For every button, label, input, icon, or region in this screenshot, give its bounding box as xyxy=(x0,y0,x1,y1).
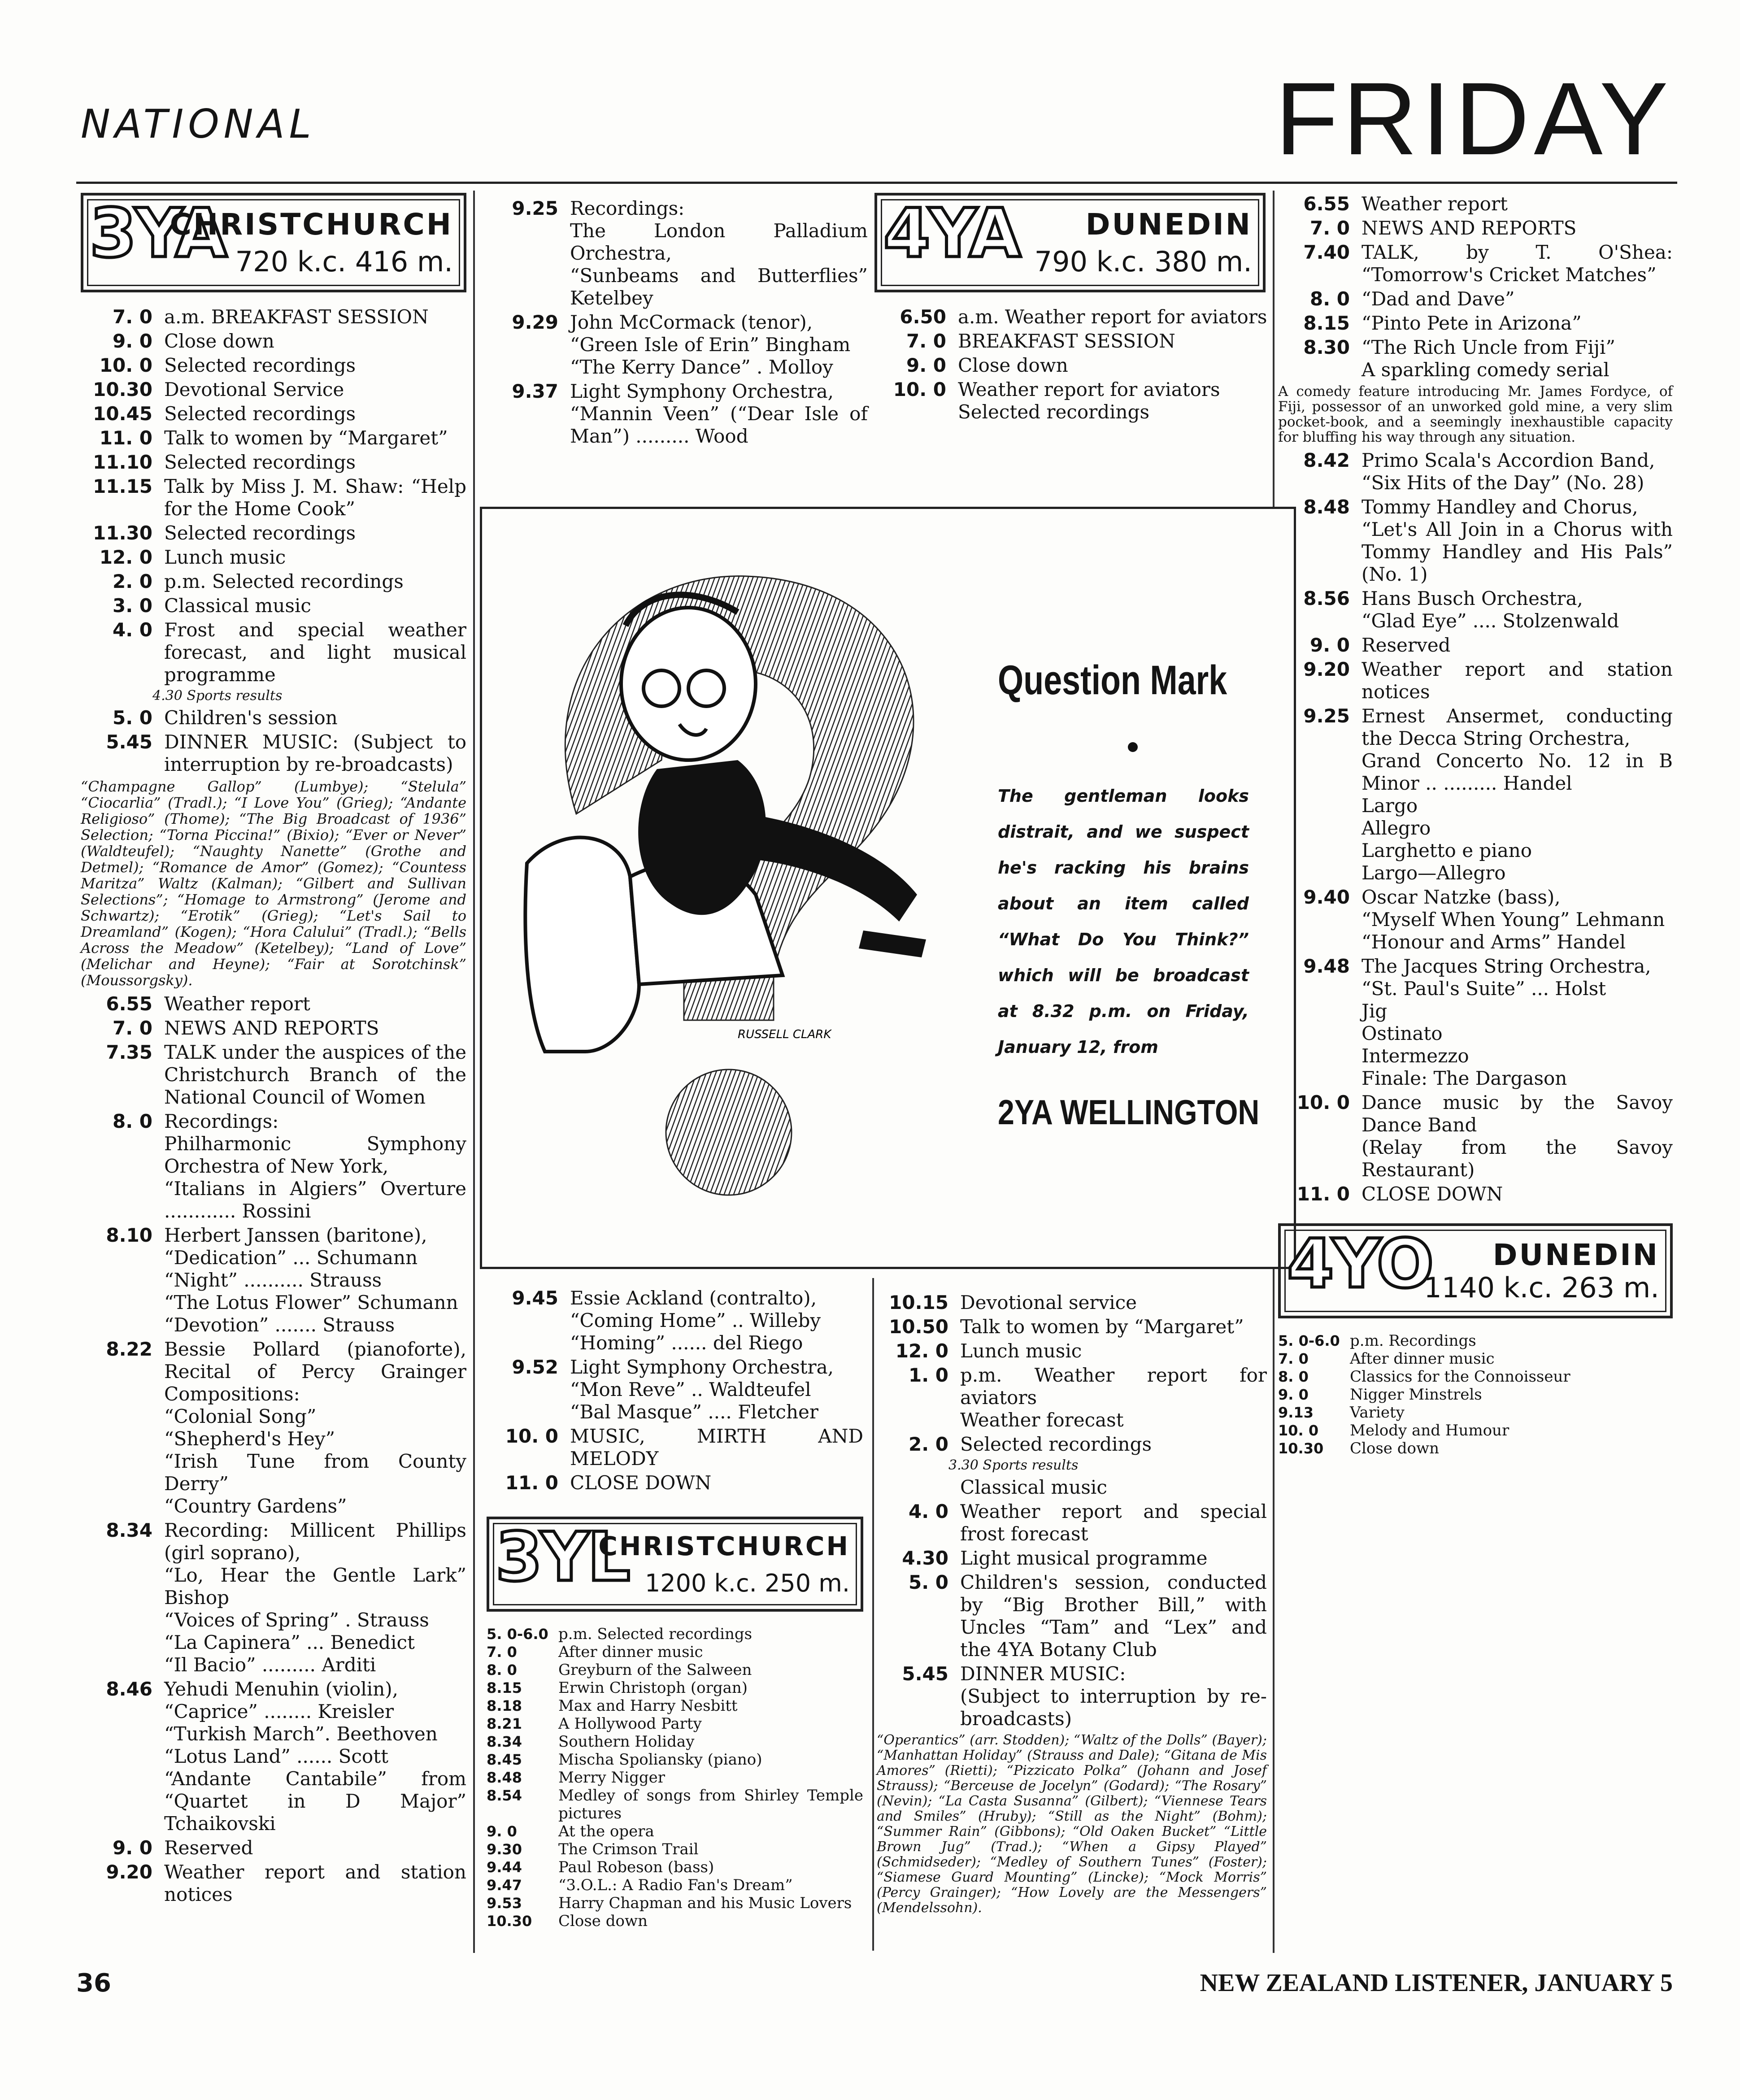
programme-time: 8.15 xyxy=(487,1679,522,1696)
programme-entry xyxy=(81,619,466,686)
programme-description: John McCormack (tenor), “Green Isle of Erin” Bingham “The Kerry Dance” . Molloy xyxy=(570,311,851,378)
programme-entry xyxy=(487,1840,863,1858)
programme-time: 5.45 xyxy=(902,1663,948,1685)
programme-time: 10.50 xyxy=(889,1316,948,1338)
programme-description: Selected recordings xyxy=(164,403,356,425)
programme-description: Greyburn of the Salween xyxy=(558,1661,752,1679)
programme-description: Children's session, conducted by “Big Brother Bill,” with Uncles “Tam” and “Lex” and the 4YA Botany Club xyxy=(960,1571,1267,1661)
programme-time: 9.37 xyxy=(512,380,558,402)
programme-entry xyxy=(487,1661,863,1679)
programme-time: 11. 0 xyxy=(505,1472,558,1494)
programme-description: Light Symphony Orchestra, “Mon Reve” .. Waldteufel “Bal Masque” .... Fletcher xyxy=(570,1356,834,1423)
programme-entry xyxy=(1278,634,1673,657)
programme-entry xyxy=(487,1912,863,1930)
programme-description: Mischa Spoliansky (piano) xyxy=(558,1751,762,1769)
programme-time: 9.44 xyxy=(487,1859,522,1876)
programme-description: Selected recordings xyxy=(164,354,356,376)
programme-time: 9. 0 xyxy=(112,330,152,352)
programme-time: 11. 0 xyxy=(1296,1183,1350,1205)
programme-entry xyxy=(487,1625,863,1643)
programme-entry xyxy=(1278,193,1673,215)
programme-entry xyxy=(81,306,466,328)
programme-description: Recording: Millicent Phillips (girl soprano), “Lo, Hear the Gentle Lark” Bishop “Voices of Spring” . Strauss “La Capinera” ... Benedict “Il Bacio” ......... Arditi xyxy=(164,1519,466,1676)
programme-time: 7. 0 xyxy=(1309,217,1350,239)
programme-description: Harry Chapman and his Music Lovers xyxy=(558,1894,852,1912)
station-city: DUNEDIN xyxy=(1085,207,1252,242)
programme-entry xyxy=(81,546,466,569)
programme-entry xyxy=(487,1876,863,1894)
programme-description: Bessie Pollard (pianoforte), Recital of Percy Grainger Compositions: “Colonial Song” “Shepherd's Hey” “Irish Tune from County Derry” “Country Gardens” xyxy=(164,1338,466,1517)
programme-time: 5. 0 xyxy=(908,1571,948,1593)
programme-description: A Hollywood Party xyxy=(558,1715,702,1733)
programme-entry xyxy=(487,380,868,448)
programme-description: p.m. Selected recordings xyxy=(558,1625,753,1643)
programme-description: TALK, by T. O'Shea: “Tomorrow's Cricket Matches” xyxy=(1362,241,1673,286)
station-city: DUNEDIN xyxy=(1492,1238,1659,1272)
programme-entry xyxy=(874,330,1274,352)
programme-description: Light musical programme xyxy=(960,1547,1208,1569)
programme-description: p.m. Recordings xyxy=(1350,1332,1476,1350)
programme-description: p.m. Weather report for aviators Weather forecast xyxy=(960,1364,1267,1431)
station-4ya-evening xyxy=(1278,193,1673,1457)
programme-description: Recordings: The London Palladium Orchestra, “Sunbeams and Butterflies” Ketelbey xyxy=(570,197,868,309)
programme-entry xyxy=(877,1433,1267,1456)
column-2-bottom xyxy=(487,1287,863,1930)
station-header-4ya xyxy=(874,193,1266,292)
programme-description: Nigger Minstrels xyxy=(1350,1386,1482,1404)
programme-entry xyxy=(81,993,466,1015)
programme-time: 9.20 xyxy=(1303,658,1350,680)
station-3ya xyxy=(81,193,466,1908)
programme-time: 8.54 xyxy=(487,1787,522,1804)
column-divider xyxy=(473,191,475,1953)
programme-entry xyxy=(81,378,466,401)
programme-entry xyxy=(81,1017,466,1039)
programme-entry xyxy=(1278,1439,1673,1457)
programme-time: 9.40 xyxy=(1303,886,1350,908)
programme-entry xyxy=(81,1837,466,1859)
programme-time: 8.18 xyxy=(487,1697,522,1714)
station-header-3yl xyxy=(487,1517,863,1612)
programme-entry xyxy=(1278,1091,1673,1181)
programme-entry xyxy=(81,475,466,520)
network-label: NATIONAL xyxy=(81,101,316,147)
programme-time: 9. 0 xyxy=(112,1837,152,1859)
programme-description: Classics for the Connoisseur xyxy=(1350,1368,1570,1386)
programme-entry xyxy=(877,1571,1267,1661)
programme-entry xyxy=(487,1697,863,1715)
programme-time: 8.48 xyxy=(1303,496,1350,518)
programme-time: 8. 0 xyxy=(487,1661,517,1678)
programme-entry xyxy=(877,1547,1267,1570)
dinner-music-list: “Champagne Gallop” (Lumbye); “Stelula” “Ciocarlia” (Tradl.); “I Love You” (Grieg); “Andante Religioso” (Thome); “The Big Broadcast of 1936” Selection; “Torna Piccina!” (Bixio); “Ever or Never” (Waldteufel); “Naughty Nanette” (Grothe and Detmel); “Romance de Amor” (Gomez); “Countess Maritza” Waltz (Kalman); “Gilbert and Sullivan Selections”; “Homage to Armstrong” (Jerome and Schwartz); “Erotik” (Grieg); “Let's Sail to Dreamland” (Kogen); “Hora Calului” (Tradl.); “Bells Across the Meadow” (Ketelbey); “Land of Love” (Melichar and Heyne); “Fair at Sorotchinsk” (Moussorgsky). xyxy=(81,778,466,989)
feature-text: The gentleman looks distrait, and we suspect he's racking his brains about an item called “What Do You Think?” which will be broadcast at 8.32 p.m. on Friday, January 12, from xyxy=(998,786,1249,1057)
artist-signature: RUSSELL CLARK xyxy=(738,1028,831,1041)
programme-time: 4.30 xyxy=(902,1547,948,1569)
programme-entry xyxy=(877,1476,1267,1499)
programme-description: Hans Busch Orchestra, “Glad Eye” .... Stolzenwald xyxy=(1362,587,1619,632)
programme-description: Light Symphony Orchestra, “Mannin Veen” (“Dear Isle of Man”) ......... Wood xyxy=(570,380,868,447)
programme-description: Ernest Ansermet, conducting the Decca String Orchestra, Grand Concerto No. 12 in B Minor .. ......... Handel Largo Allegro Larghetto e piano Largo—Allegro xyxy=(1362,705,1673,884)
programme-description: Talk to women by “Margaret” xyxy=(960,1316,1244,1338)
programme-time: 7. 0 xyxy=(1278,1350,1309,1367)
programme-description: Oscar Natzke (bass), “Myself When Young” Lehmann “Honour and Arms” Handel xyxy=(1362,886,1665,953)
programme-description: Weather report and special frost forecast xyxy=(960,1500,1267,1545)
programme-description: “The Rich Uncle from Fiji” A sparkling comedy serial xyxy=(1362,336,1615,381)
programme-entry xyxy=(1278,1404,1673,1422)
station-header-4yo xyxy=(1278,1223,1673,1318)
programme-description: Classical music xyxy=(164,595,311,617)
programme-description: Erwin Christoph (organ) xyxy=(558,1679,748,1697)
question-mark-feature xyxy=(480,507,1296,1269)
programme-time: 12. 0 xyxy=(895,1340,948,1362)
programme-time: 10. 0 xyxy=(1296,1091,1350,1113)
column-2-top xyxy=(487,197,868,449)
feature-station: 2YA WELLINGTON xyxy=(998,1092,1260,1132)
programme-time: 5.45 xyxy=(106,731,152,753)
programme-time: 8. 0 xyxy=(1309,288,1350,310)
programme-time: 2. 0 xyxy=(112,570,152,592)
programme-entry xyxy=(1278,1422,1673,1439)
programme-entry xyxy=(874,306,1274,328)
programme-entry xyxy=(1278,449,1673,494)
programme-entry xyxy=(487,1425,863,1470)
station-4ya xyxy=(874,193,1274,425)
programme-entry xyxy=(1278,496,1673,586)
programme-description: Weather report xyxy=(1362,193,1508,215)
programme-entry xyxy=(487,1858,863,1876)
programme-time: 9. 0 xyxy=(906,354,946,376)
programme-time: 10.45 xyxy=(93,403,152,425)
programme-description: After dinner music xyxy=(558,1643,703,1661)
programme-description: BREAKFAST SESSION xyxy=(958,330,1175,352)
sports-note: 4.30 Sports results xyxy=(152,688,283,704)
day-heading: FRIDAY xyxy=(1275,61,1673,176)
programme-entry xyxy=(81,522,466,544)
programme-entry xyxy=(487,1751,863,1769)
programme-time: 9. 0 xyxy=(1278,1386,1309,1403)
programme-entry xyxy=(81,1519,466,1676)
programme-entry xyxy=(1278,241,1673,286)
programme-description: Talk by Miss J. M. Shaw: “Help for the Home Cook” xyxy=(164,475,466,520)
programme-time: 9.30 xyxy=(487,1841,522,1858)
programme-description: Medley of songs from Shirley Temple pictures xyxy=(558,1787,863,1822)
programme-entry xyxy=(1278,312,1673,335)
serial-description: A comedy feature introducing Mr. James Fordyce, of Fiji, possessor of an unworked gold mine, a very slim pocket-book, and a seemingly inexhaustible capacity for bluffing his way through any situation. xyxy=(1278,383,1673,445)
feature-title: Question Mark xyxy=(998,657,1227,703)
programme-entry xyxy=(487,1287,863,1354)
programme-time: 10.15 xyxy=(889,1291,948,1313)
programme-time: 10.30 xyxy=(93,378,152,400)
programme-entry xyxy=(1278,288,1673,310)
programme-entry xyxy=(1278,1368,1673,1386)
programme-description: Southern Holiday xyxy=(558,1733,695,1751)
programme-time: 8.21 xyxy=(487,1715,522,1732)
programme-entry xyxy=(1278,1386,1673,1404)
programme-time: 8.15 xyxy=(1303,312,1350,334)
programme-description: Primo Scala's Accordion Band, “Six Hits of the Day” (No. 28) xyxy=(1362,449,1655,494)
programme-entry xyxy=(81,1338,466,1517)
programme-description: Reserved xyxy=(164,1837,253,1859)
programme-time: 8. 0 xyxy=(1278,1368,1309,1385)
programme-description: Close down xyxy=(164,330,274,352)
programme-time: 8.46 xyxy=(106,1678,152,1700)
programme-entry xyxy=(487,1733,863,1751)
station-callsign: 4YO xyxy=(1287,1225,1432,1303)
programme-time: 10. 0 xyxy=(99,354,152,376)
programme-time: 5. 0 xyxy=(112,707,152,729)
programme-description: Weather report and station notices xyxy=(164,1861,466,1905)
programme-description: CLOSE DOWN xyxy=(1362,1183,1503,1205)
programme-time: 6.55 xyxy=(106,993,152,1015)
programme-description: DINNER MUSIC: (Subject to interruption by re-broadcasts) xyxy=(164,731,466,775)
programme-time: 11.15 xyxy=(93,475,152,497)
programme-time: 7.35 xyxy=(106,1041,152,1063)
programme-entry xyxy=(874,378,1274,423)
programme-description: The Jacques String Orchestra, “St. Paul's Suite” ... Holst Jig Ostinato Intermezzo Finale: The Dargason xyxy=(1362,955,1651,1089)
programme-description: Close down xyxy=(558,1912,648,1930)
programme-description: Reserved xyxy=(1362,634,1451,656)
programme-entry xyxy=(1278,336,1673,381)
programme-description: p.m. Selected recordings xyxy=(164,570,404,592)
station-frequency: 1140 k.c. 263 m. xyxy=(1424,1271,1659,1304)
programme-description: Weather report for aviators Selected recordings xyxy=(958,378,1220,423)
programme-time: 8.56 xyxy=(1303,587,1350,609)
programme-time: 7. 0 xyxy=(112,306,152,328)
programme-time: 8.42 xyxy=(1303,449,1350,471)
programme-description: Weather report xyxy=(164,993,310,1015)
programme-entry xyxy=(81,427,466,449)
programme-time: 12. 0 xyxy=(99,546,152,568)
programme-description: Max and Harry Nesbitt xyxy=(558,1697,738,1715)
programme-time: 8.34 xyxy=(487,1733,522,1750)
programme-entry xyxy=(1278,217,1673,239)
programme-description: MUSIC, MIRTH AND MELODY xyxy=(570,1425,863,1470)
programme-entry xyxy=(81,354,466,377)
programme-description: a.m. Weather report for aviators xyxy=(958,306,1267,328)
programme-description: Melody and Humour xyxy=(1350,1422,1509,1439)
programme-description: TALK under the auspices of the Christchurch Branch of the National Council of Women xyxy=(164,1041,466,1108)
programme-description: a.m. BREAKFAST SESSION xyxy=(164,306,429,328)
programme-description: Close down xyxy=(1350,1439,1439,1457)
programme-time: 2. 0 xyxy=(908,1433,948,1455)
publication-line: NEW ZEALAND LISTENER, JANUARY 5 xyxy=(1200,1969,1673,1997)
programme-time: 8. 0 xyxy=(112,1110,152,1132)
programme-description: Merry Nigger xyxy=(558,1769,665,1787)
programme-time: 10.30 xyxy=(1278,1440,1324,1457)
station-callsign: 3YA xyxy=(90,195,226,273)
programme-entry xyxy=(81,731,466,776)
programme-description: Children's session xyxy=(164,707,338,729)
programme-entry xyxy=(487,197,868,309)
programme-entry xyxy=(487,1679,863,1697)
programme-description: Lunch music xyxy=(164,546,286,568)
programme-time: 8.10 xyxy=(106,1224,152,1246)
programme-time: 9.47 xyxy=(487,1877,522,1894)
programme-time: 6.55 xyxy=(1303,193,1350,215)
station-city: CHRISTCHURCH xyxy=(598,1531,850,1561)
programme-description: Classical music xyxy=(960,1476,1107,1498)
programme-description: At the opera xyxy=(558,1822,654,1840)
programme-time: 9. 0 xyxy=(487,1823,517,1840)
programme-time: 9.13 xyxy=(1278,1404,1314,1421)
station-city: CHRISTCHURCH xyxy=(170,207,453,242)
programme-entry xyxy=(487,1769,863,1787)
programme-description: Frost and special weather forecast, and light musical programme xyxy=(164,619,466,686)
programme-time: 10.30 xyxy=(487,1913,532,1930)
programme-entry xyxy=(81,1861,466,1906)
programme-entry xyxy=(1278,587,1673,632)
programme-time: 11. 0 xyxy=(99,427,152,449)
programme-description: The Crimson Trail xyxy=(558,1840,699,1858)
programme-time xyxy=(877,1476,960,1499)
programme-description: Yehudi Menuhin (violin), “Caprice” ........ Kreisler “Turkish March”. Beethoven “Lotus Land” ...... Scott “Andante Cantabile” from “Quartet in D Major” Tchaikovski xyxy=(164,1678,466,1835)
sports-note: 3.30 Sports results xyxy=(948,1457,1079,1473)
programme-time: 1. 0 xyxy=(908,1364,948,1386)
programme-description: Selected recordings xyxy=(164,451,356,473)
programme-description: After dinner music xyxy=(1350,1350,1495,1368)
programme-entry xyxy=(1278,1350,1673,1368)
programme-entry xyxy=(1278,955,1673,1090)
programme-time: 9.25 xyxy=(512,197,558,219)
programme-time: 4. 0 xyxy=(112,619,152,641)
programme-entry xyxy=(877,1340,1267,1362)
programme-time: 9.53 xyxy=(487,1895,522,1912)
station-frequency: 720 k.c. 416 m. xyxy=(235,245,453,278)
station-callsign: 3YL xyxy=(496,1518,629,1596)
station-callsign: 4YA xyxy=(883,195,1019,273)
programme-description: Essie Ackland (contralto), “Coming Home” .. Willeby “Homing” ...... del Riego xyxy=(570,1287,821,1354)
programme-entry xyxy=(1278,1332,1673,1350)
column-divider xyxy=(872,1278,874,1951)
programme-time: 9.20 xyxy=(106,1861,152,1883)
programme-entry xyxy=(877,1364,1267,1431)
programme-description: “3.O.L.: A Radio Fan's Dream” xyxy=(558,1876,793,1894)
programme-description: Recordings: Philharmonic Symphony Orchestra of New York, “Italians in Algiers” Overture ............ Rossini xyxy=(164,1110,466,1222)
programme-description: “Pinto Pete in Arizona” xyxy=(1362,312,1582,334)
programme-description: “Dad and Dave” xyxy=(1362,288,1515,310)
dinner-music-list: “Operantics” (arr. Stodden); “Waltz of the Dolls” (Bayer); “Manhattan Holiday” (Strauss and Dale); “Gitana de Mis Amores” (Rietti); “Pizzicato Polka” (Johann and Josef Strauss); “Berceuse de Jocelyn” (Godard); “The Rosary” (Nevin); “La Casta Susanna” (Gilbert); “Viennese Tears and Smiles” (Hruby); “Still as the Night” (Bohm); “Summer Rain” (Gibbons); “Old Oaken Bucket” “Little Brown Jug” (Trad.); “When a Gipsy Played” (Schmidseder); “Medley of Southern Tunes” (Foster); “Siamese Guard Mounting” (Lincke); “Mock Morris” (Percy Grainger); “How Lovely are the Messengers” (Mendelssohn). xyxy=(877,1732,1267,1916)
programme-entry xyxy=(81,1224,466,1336)
programme-description: Dance music by the Savoy Dance Band (Relay from the Savoy Restaurant) xyxy=(1362,1091,1673,1181)
programme-entry xyxy=(877,1291,1267,1314)
programme-entry xyxy=(487,1356,863,1423)
programme-description: Devotional service xyxy=(960,1291,1137,1313)
programme-entry xyxy=(81,1041,466,1109)
programme-time: 8.30 xyxy=(1303,336,1350,358)
programme-description: Lunch music xyxy=(960,1340,1082,1362)
programme-description: Devotional Service xyxy=(164,378,344,400)
programme-time: 11.10 xyxy=(93,451,152,473)
programme-description: CLOSE DOWN xyxy=(570,1472,712,1494)
programme-entry xyxy=(81,330,466,352)
programme-time: 7. 0 xyxy=(906,330,946,352)
programme-entry xyxy=(81,570,466,593)
programme-description: Talk to women by “Margaret” xyxy=(164,427,448,449)
page-number: 36 xyxy=(76,1969,111,1998)
programme-description: Selected recordings xyxy=(960,1433,1152,1455)
header-rule xyxy=(76,182,1677,184)
caricature-illustration xyxy=(496,536,962,1244)
programme-time: 8.34 xyxy=(106,1519,152,1541)
programme-entry xyxy=(1278,658,1673,703)
programme-time: 9.29 xyxy=(512,311,558,333)
programme-time: 9.52 xyxy=(512,1356,558,1378)
programme-time: 9.25 xyxy=(1303,705,1350,727)
programme-entry xyxy=(1278,886,1673,953)
programme-time: 6.50 xyxy=(900,306,946,328)
programme-description: Variety xyxy=(1350,1404,1405,1422)
programme-entry xyxy=(487,1715,863,1733)
programme-entry xyxy=(877,1663,1267,1730)
programme-time: 9.48 xyxy=(1303,955,1350,977)
programme-time: 5. 0-6.0 xyxy=(1278,1332,1340,1349)
programme-description: NEWS AND REPORTS xyxy=(1362,217,1577,239)
programme-entry xyxy=(877,1500,1267,1545)
programme-entry xyxy=(487,1643,863,1661)
station-frequency: 790 k.c. 380 m. xyxy=(1034,245,1252,278)
programme-entry xyxy=(81,451,466,474)
programme-time: 7.40 xyxy=(1303,241,1350,263)
programme-time: 10. 0 xyxy=(505,1425,558,1447)
programme-entry xyxy=(81,595,466,617)
programme-entry xyxy=(81,1678,466,1835)
programme-entry xyxy=(487,311,868,378)
programme-entry xyxy=(81,403,466,425)
programme-description: Paul Robeson (bass) xyxy=(558,1858,714,1876)
programme-entry xyxy=(874,354,1274,377)
programme-description: Close down xyxy=(958,354,1068,376)
programme-time: 8.45 xyxy=(487,1751,522,1768)
programme-time: 10. 0 xyxy=(1278,1422,1319,1439)
programme-description: Tommy Handley and Chorus, “Let's All Join in a Chorus with Tommy Handley and His Pals” (No. 1) xyxy=(1362,496,1673,585)
station-4ya-continued xyxy=(877,1291,1267,1920)
programme-entry xyxy=(81,1110,466,1222)
programme-description: Weather report and station notices xyxy=(1362,658,1673,703)
programme-time: 7. 0 xyxy=(112,1017,152,1039)
programme-entry xyxy=(1278,705,1673,884)
programme-entry xyxy=(81,707,466,729)
programme-entry xyxy=(487,1894,863,1912)
programme-time: 10. 0 xyxy=(893,378,946,400)
programme-time: 9.45 xyxy=(512,1287,558,1309)
programme-description: DINNER MUSIC: (Subject to interruption by re-broadcasts) xyxy=(960,1663,1267,1730)
station-header-3ya xyxy=(81,193,466,292)
programme-entry xyxy=(877,1316,1267,1338)
programme-time: 7. 0 xyxy=(487,1643,517,1661)
programme-description: Herbert Janssen (baritone), “Dedication” ... Schumann “Night” .......... Strauss “The Lotus Flower” Schumann “Devotion” ....... Strauss xyxy=(164,1224,458,1336)
programme-time: 5. 0-6.0 xyxy=(487,1626,548,1643)
programme-entry xyxy=(1278,1183,1673,1205)
programme-time: 3. 0 xyxy=(112,595,152,617)
programme-description: Selected recordings xyxy=(164,522,356,544)
programme-entry xyxy=(487,1787,863,1822)
programme-time: 4. 0 xyxy=(908,1500,948,1522)
programme-description: NEWS AND REPORTS xyxy=(164,1017,379,1039)
programme-entry xyxy=(487,1822,863,1840)
programme-entry xyxy=(487,1472,863,1494)
bullet-dot xyxy=(1128,742,1138,752)
programme-time: 8.22 xyxy=(106,1338,152,1360)
programme-time: 9. 0 xyxy=(1309,634,1350,656)
programme-time: 11.30 xyxy=(93,522,152,544)
programme-time: 8.48 xyxy=(487,1769,522,1786)
station-frequency: 1200 k.c. 250 m. xyxy=(644,1569,850,1597)
